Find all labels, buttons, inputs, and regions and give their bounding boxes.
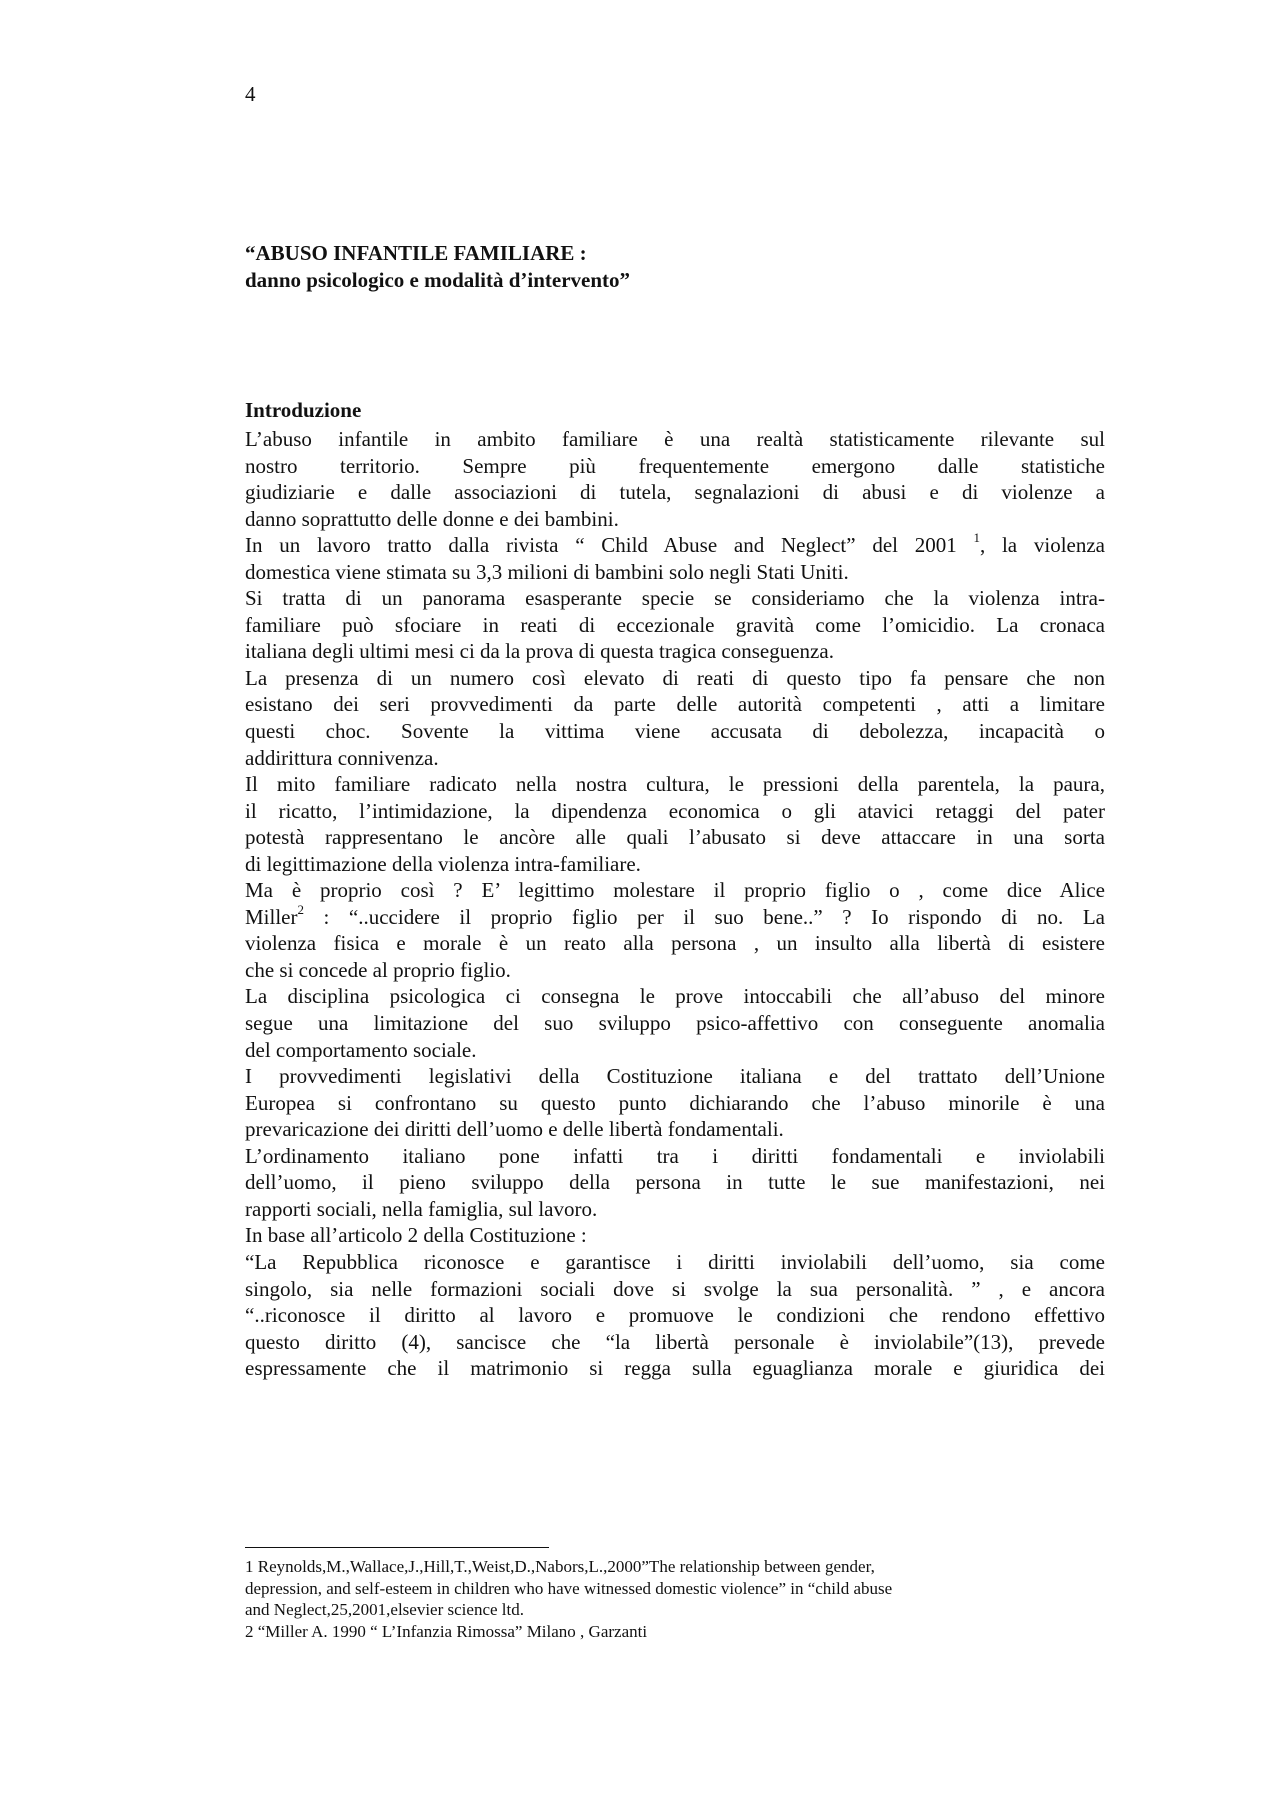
footnote-line: 2 “Miller A. 1990 “ L’Infanzia Rimossa” Milano , Garzanti xyxy=(245,1621,648,1641)
body-line: La presenza di un numero così elevato di reati di questo tipo fa pensare che non xyxy=(245,665,1105,690)
body-line: L’ordinamento italiano pone infatti tra i diritti fondamentali e inviolabili xyxy=(245,1143,1105,1168)
body-line: esistano dei seri provvedimenti da parte delle autorità competenti , atti a limitare xyxy=(245,692,1105,717)
body-line: I provvedimenti legislativi della Costituzione italiana e del trattato dell’Unione xyxy=(245,1064,1105,1089)
body-line: il ricatto, l’intimidazione, la dipendenza economica o gli atavici retaggi del pater xyxy=(245,798,1105,823)
body-line-tail: , la violenza xyxy=(979,533,1105,558)
body-line: danno soprattutto delle donne e dei bambini. xyxy=(245,506,619,531)
body-line: prevaricazione dei diritti dell’uomo e delle libertà fondamentali. xyxy=(245,1117,784,1142)
body-line: espressamente che il matrimonio si regga sulla eguaglianza morale e giuridica dei xyxy=(245,1356,1105,1381)
body-line-text: Miller xyxy=(245,904,298,929)
body-line: questi choc. Sovente la vittima viene accusata di debolezza, incapacità o xyxy=(245,719,1105,744)
footnote-ref-1: 1 xyxy=(973,530,980,546)
footnote-ref-2: 2 xyxy=(297,901,304,917)
body-line: questo diritto (4), sancisce che “la libertà personale è inviolabile”(13), prevede xyxy=(245,1329,1105,1354)
body-line: rapporti sociali, nella famiglia, sul lavoro. xyxy=(245,1196,598,1221)
footnote-line: and Neglect,25,2001,elsevier science ltd. xyxy=(245,1600,524,1619)
body-line: domestica viene stimata su 3,3 milioni di bambini solo negli Stati Uniti. xyxy=(245,559,849,584)
section-heading-introduzione: Introduzione xyxy=(245,398,362,422)
body-line: In base all’articolo 2 della Costituzione : xyxy=(245,1223,587,1248)
body-line: familiare può sfociare in reati di eccezionale gravità come l’omicidio. La cronaca xyxy=(245,612,1105,637)
body-line: “..riconosce il diritto al lavoro e promuove le condizioni che rendono effettivo xyxy=(245,1303,1105,1328)
footnote-line: 1 Reynolds,M.,Wallace,J.,Hill,T.,Weist,D.,Nabors,L.,2000”The relationship between gender, xyxy=(245,1557,875,1576)
body-line-with-footnote-2 xyxy=(245,901,1105,931)
title-line-1: “ABUSO INFANTILE FAMILIARE : xyxy=(245,241,587,265)
body-line: giudiziarie e dalle associazioni di tutela, segnalazioni di abusi e di violenze a xyxy=(245,480,1105,505)
body-line: segue una limitazione del suo sviluppo psico-affettivo con conseguente anomalia xyxy=(245,1011,1105,1036)
title-line-2: danno psicologico e modalità d’intervento” xyxy=(245,268,631,292)
body-line-with-footnote-1 xyxy=(245,532,1105,559)
body-line: singolo, sia nelle formazioni sociali dove si svolge la sua personalità. ” , e ancora xyxy=(245,1276,1105,1301)
body-line: addirittura connivenza. xyxy=(245,745,439,770)
body-line: La disciplina psicologica ci consegna le prove intoccabili che all’abuso del minore xyxy=(245,984,1105,1009)
body-line: italiana degli ultimi mesi ci da la prova di questa tragica conseguenza. xyxy=(245,639,834,664)
body-line: Il mito familiare radicato nella nostra cultura, le pressioni della parentela, la paura, xyxy=(245,772,1105,797)
footnote-separator xyxy=(245,1547,549,1548)
page-number: 4 xyxy=(245,82,256,106)
body-line: dell’uomo, il pieno sviluppo della persona in tutte le sue manifestazioni, nei xyxy=(245,1170,1105,1195)
body-line: che si concede al proprio figlio. xyxy=(245,957,511,982)
body-line: “La Repubblica riconosce e garantisce i diritti inviolabili dell’uomo, sia come xyxy=(245,1249,1105,1274)
body-line: Ma è proprio così ? E’ legittimo molestare il proprio figlio o , come dice Alice xyxy=(245,878,1105,903)
body-line: nostro territorio. Sempre più frequentemente emergono dalle statistiche xyxy=(245,453,1105,478)
body-line: Europea si confrontano su questo punto dichiarando che l’abuso minorile è una xyxy=(245,1090,1105,1115)
body-line: di legittimazione della violenza intra-familiare. xyxy=(245,851,641,876)
footnotes xyxy=(245,1556,1105,1642)
body-line: violenza fisica e morale è un reato alla persona , un insulto alla libertà di esistere xyxy=(245,931,1105,956)
body-line: potestà rappresentano le ancòre alle quali l’abusato si deve attaccare in una sorta xyxy=(245,825,1105,850)
body-line-tail: : “..uccidere il proprio figlio per il suo bene..” ? Io rispondo di no. La xyxy=(304,904,1105,929)
body-line-text: In un lavoro tratto dalla rivista “ Child Abuse and Neglect” del 2001 xyxy=(245,533,974,558)
document-title xyxy=(245,240,630,294)
footnote-line: depression, and self-esteem in children who have witnessed domestic violence” in “child abuse xyxy=(245,1578,893,1598)
body-text xyxy=(245,426,1105,1382)
body-line: L’abuso infantile in ambito familiare è una realtà statisticamente rilevante sul xyxy=(245,427,1105,451)
body-line: Si tratta di un panorama esasperante specie se consideriamo che la violenza intra- xyxy=(245,586,1105,611)
body-line: del comportamento sociale. xyxy=(245,1037,477,1062)
